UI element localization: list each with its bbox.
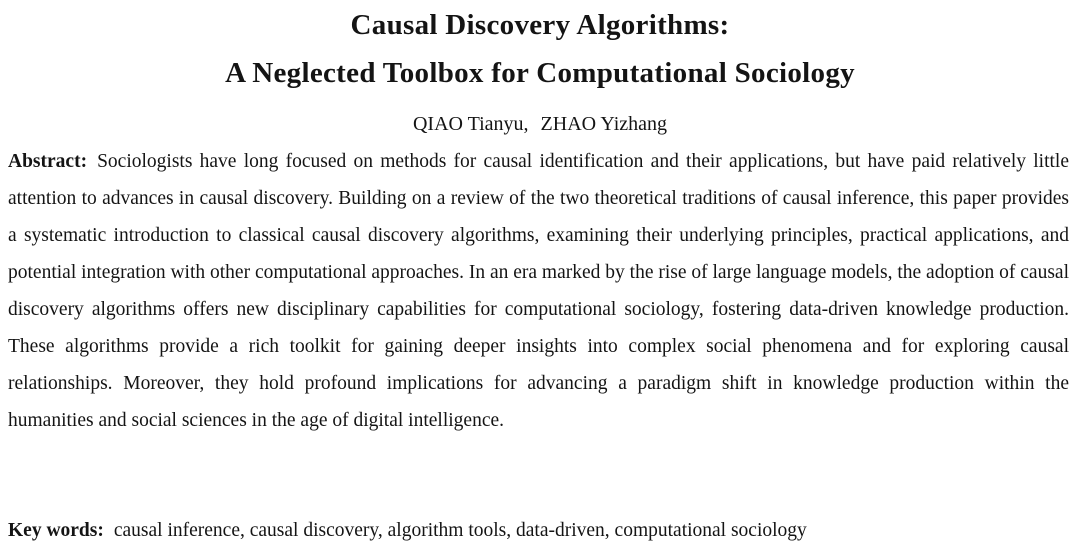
author-list	[0, 110, 1080, 138]
paper-title-line-1: Causal Discovery Algorithms:	[350, 9, 730, 41]
abstract-label: Abstract:	[8, 151, 88, 172]
author-1: QIAO Tianyu,	[412, 113, 529, 135]
author-2: ZHAO Yizhang	[540, 113, 668, 135]
keywords-line	[8, 514, 1069, 548]
keywords-text: causal inference, causal discovery, algorithm tools, data-driven, computational sociology	[113, 520, 807, 541]
keywords-label: Key words:	[8, 520, 104, 541]
abstract-text: Sociologists have long focused on methods for causal identification and their applications, but have paid relatively little attention to advances in causal discovery. Building on a review of the two theoretical traditions of causal inference, this paper provides a systematic introduction to classical causal discovery algorithms, examining their underlying principles, practical applications, and potential integration with other computational approaches. In an era marked by the rise of large language models, the adoption of causal discovery algorithms offers new disciplinary capabilities for computational sociology, fostering data-driven knowledge production. These algorithms provide a rich toolkit for gaining deeper insights into complex social phenomena and for exploring causal relationships. Moreover, they hold profound implications for advancing a paradigm shift in knowledge production within the humanities and social sciences in the age of digital intelligence.	[8, 151, 1069, 431]
paper-title-line-2: A Neglected Toolbox for Computational Sociology	[225, 57, 855, 89]
abstract-paragraph	[8, 143, 1069, 439]
